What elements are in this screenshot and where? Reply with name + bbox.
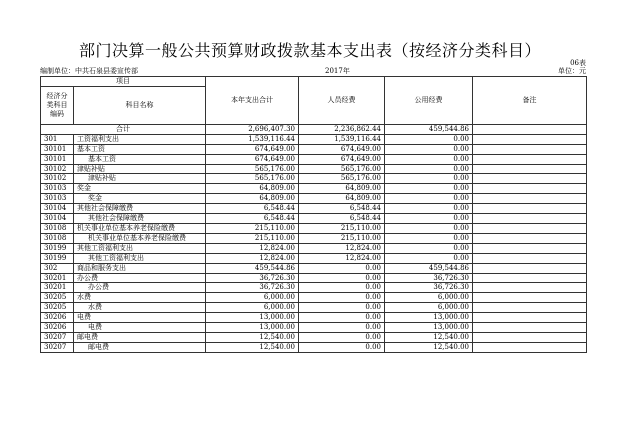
row-total: 13,000.00 [206,323,299,333]
row-note [473,283,587,293]
row-total: 12,540.00 [206,342,299,352]
table-row [41,164,587,174]
table-row [41,194,587,204]
total-public: 459,544.86 [385,124,473,134]
table-row [41,134,587,144]
header-name: 科目名称 [74,86,206,124]
row-name: 邮电费 [74,342,206,352]
row-name: 津贴补贴 [74,164,206,174]
row-name: 水费 [74,293,206,303]
total-note [473,124,587,134]
row-note [473,204,587,214]
row-total: 6,000.00 [206,303,299,313]
row-total: 12,824.00 [206,243,299,253]
row-code: 30104 [41,204,74,214]
row-public: 12,540.00 [385,332,473,342]
row-total: 674,649.00 [206,144,299,154]
row-personnel: 565,176.00 [299,174,385,184]
row-public: 6,000.00 [385,293,473,303]
total-label: 合计 [41,124,206,134]
row-public: 0.00 [385,184,473,194]
row-name: 其他工资福利支出 [74,253,206,263]
table-row [41,273,587,283]
row-public: 0.00 [385,223,473,233]
row-public: 0.00 [385,233,473,243]
table-row [41,214,587,224]
table-row [41,253,587,263]
table-row [41,263,587,273]
row-personnel: 215,110.00 [299,233,385,243]
row-personnel: 0.00 [299,332,385,342]
row-code: 30104 [41,214,74,224]
row-note [473,293,587,303]
header-note: 备注 [473,77,587,125]
row-total: 6,548.44 [206,204,299,214]
row-name: 基本工资 [74,154,206,164]
row-name: 奖金 [74,194,206,204]
row-name: 其他工资福利支出 [74,243,206,253]
row-name: 奖金 [74,184,206,194]
row-code: 30199 [41,253,74,263]
row-total: 459,544.86 [206,263,299,273]
row-total: 1,539,116.44 [206,134,299,144]
row-name: 津贴补贴 [74,174,206,184]
table-row [41,233,587,243]
row-name: 工资福利支出 [74,134,206,144]
row-code: 30102 [41,164,74,174]
budget-table [40,76,587,353]
table-row [41,332,587,342]
table-row [41,174,587,184]
table-row [41,184,587,194]
header-total: 本年支出合计 [206,77,299,125]
row-name: 邮电费 [74,332,206,342]
row-note [473,223,587,233]
row-public: 459,544.86 [385,263,473,273]
row-public: 0.00 [385,174,473,184]
row-note [473,134,587,144]
row-note [473,243,587,253]
row-note [473,214,587,224]
row-note [473,332,587,342]
row-public: 0.00 [385,144,473,154]
row-total: 36,726.30 [206,273,299,283]
row-personnel: 0.00 [299,273,385,283]
row-public: 13,000.00 [385,313,473,323]
row-note [473,174,587,184]
row-code: 30101 [41,144,74,154]
compiling-unit: 编制单位：中共石泉县委宣传部 [40,67,138,75]
report-year: 2017年 [325,67,350,75]
row-note [473,253,587,263]
row-total: 64,809.00 [206,184,299,194]
header-project: 项目 [41,77,206,87]
table-row [41,243,587,253]
total-row [41,124,587,134]
row-code: 30207 [41,332,74,342]
row-personnel: 6,548.44 [299,214,385,224]
row-personnel: 0.00 [299,303,385,313]
row-public: 0.00 [385,214,473,224]
row-public: 0.00 [385,194,473,204]
row-public: 0.00 [385,134,473,144]
row-personnel: 565,176.00 [299,164,385,174]
row-name: 机关事业单位基本养老保险缴费 [74,233,206,243]
row-name: 基本工资 [74,144,206,154]
row-total: 215,110.00 [206,223,299,233]
row-public: 36,726.30 [385,283,473,293]
table-row [41,283,587,293]
row-note [473,144,587,154]
row-personnel: 0.00 [299,323,385,333]
row-code: 30201 [41,273,74,283]
row-total: 565,176.00 [206,164,299,174]
row-total: 12,540.00 [206,332,299,342]
row-code: 30205 [41,293,74,303]
row-name: 办公费 [74,283,206,293]
row-public: 0.00 [385,253,473,263]
row-public: 0.00 [385,243,473,253]
row-total: 13,000.00 [206,313,299,323]
table-row [41,293,587,303]
row-code: 30108 [41,223,74,233]
row-personnel: 64,809.00 [299,184,385,194]
row-total: 6,000.00 [206,293,299,303]
row-note [473,342,587,352]
row-personnel: 12,824.00 [299,243,385,253]
row-total: 12,824.00 [206,253,299,263]
row-code: 30206 [41,313,74,323]
row-name: 其他社会保障缴费 [74,204,206,214]
header-public: 公用经费 [385,77,473,125]
row-note [473,164,587,174]
row-note [473,263,587,273]
row-code: 30101 [41,154,74,164]
header-code: 经济分类科目编码 [41,86,74,124]
table-number: 06表 [570,59,586,67]
row-code: 30201 [41,283,74,293]
row-public: 0.00 [385,164,473,174]
row-public: 0.00 [385,154,473,164]
row-total: 565,176.00 [206,174,299,184]
row-code: 30207 [41,342,74,352]
row-total: 215,110.00 [206,233,299,243]
row-note [473,303,587,313]
row-personnel: 674,649.00 [299,154,385,164]
row-note [473,233,587,243]
row-note [473,194,587,204]
row-personnel: 12,824.00 [299,253,385,263]
row-personnel: 0.00 [299,283,385,293]
header-personnel: 人员经费 [299,77,385,125]
row-personnel: 215,110.00 [299,223,385,233]
table-row [41,223,587,233]
row-code: 30206 [41,323,74,333]
row-name: 商品和服务支出 [74,263,206,273]
row-code: 30199 [41,243,74,253]
table-row [41,204,587,214]
total-personnel: 2,236,862.44 [299,124,385,134]
row-note [473,154,587,164]
row-name: 电费 [74,323,206,333]
row-personnel: 0.00 [299,342,385,352]
report-title: 部门决算一般公共预算财政拨款基本支出表（按经济分类科目） [78,41,541,60]
table-row [41,303,587,313]
money-unit: 单位：元 [558,67,586,75]
row-code: 302 [41,263,74,273]
row-name: 办公费 [74,273,206,283]
row-total: 36,726.30 [206,283,299,293]
table-row [41,144,587,154]
row-public: 12,540.00 [385,342,473,352]
table-row [41,323,587,333]
row-personnel: 6,548.44 [299,204,385,214]
row-public: 6,000.00 [385,303,473,313]
row-personnel: 0.00 [299,313,385,323]
row-note [473,313,587,323]
row-code: 30205 [41,303,74,313]
row-public: 0.00 [385,204,473,214]
row-personnel: 0.00 [299,293,385,303]
table-row [41,154,587,164]
row-name: 机关事业单位基本养老保险缴费 [74,223,206,233]
row-note [473,323,587,333]
row-code: 30108 [41,233,74,243]
row-name: 水费 [74,303,206,313]
total-amount: 2,696,407.30 [206,124,299,134]
row-code: 30103 [41,184,74,194]
row-total: 674,649.00 [206,154,299,164]
table-row [41,313,587,323]
row-note [473,273,587,283]
row-personnel: 674,649.00 [299,144,385,154]
row-public: 13,000.00 [385,323,473,333]
row-name: 其他社会保障缴费 [74,214,206,224]
row-code: 30103 [41,194,74,204]
row-total: 64,809.00 [206,194,299,204]
row-personnel: 0.00 [299,263,385,273]
table-row [41,342,587,352]
row-code: 30102 [41,174,74,184]
row-personnel: 64,809.00 [299,194,385,204]
row-public: 36,726.30 [385,273,473,283]
row-total: 6,548.44 [206,214,299,224]
row-name: 电费 [74,313,206,323]
row-code: 301 [41,134,74,144]
row-note [473,184,587,194]
row-personnel: 1,539,116.44 [299,134,385,144]
